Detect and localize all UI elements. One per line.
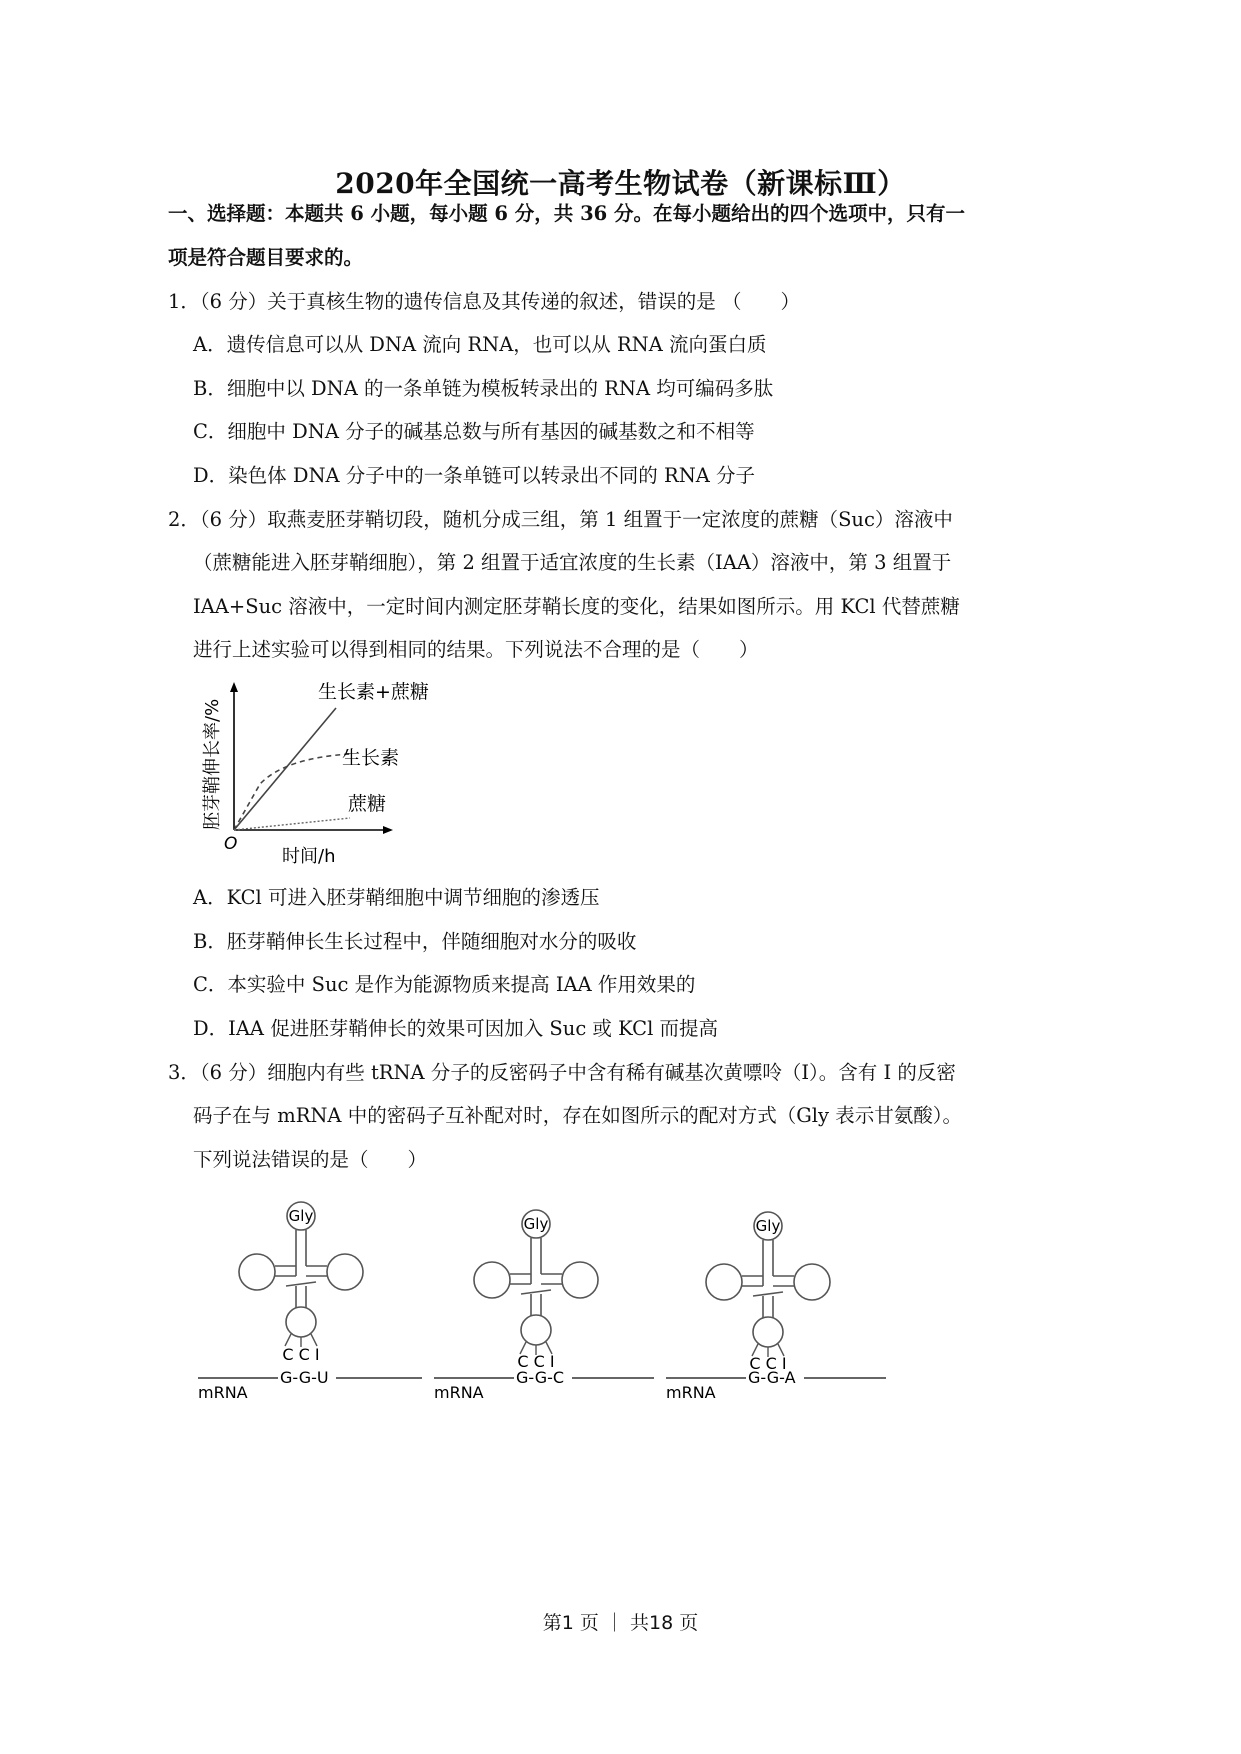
page-title: 2020年全国统一高考生物试卷（新课标Ⅲ） — [335, 167, 906, 200]
section-heading-line2: 项是符合题目要求的。 — [168, 246, 364, 269]
codon-1: G-G-U — [280, 1368, 329, 1387]
anticodon-3: C C I — [749, 1354, 787, 1373]
label-iaa: 生长素 — [342, 747, 400, 769]
q1-option-a: A．遗传信息可以从 DNA 流向 RNA，也可以从 RNA 流向蛋白质 — [193, 333, 767, 356]
q2-option-c: C．本实验中 Suc 是作为能源物质来提高 IAA 作用效果的 — [193, 973, 696, 996]
anticodon-2: C C I — [517, 1352, 555, 1371]
q3-stem-line2: 码子在与 mRNA 中的密码子互补配对时，存在如图所示的配对方式（Gly 表示甘氨酸）。 — [193, 1104, 962, 1127]
q2-stem-line3: IAA+Suc 溶液中，一定时间内测定胚芽鞘长度的变化，结果如图所示。用 KCl 代替蔗糖 — [193, 595, 960, 618]
page-footer: 第1 页 ｜ 共18 页 — [542, 1612, 699, 1634]
curve-suc — [234, 818, 350, 830]
label-suc: 蔗糖 — [348, 793, 387, 815]
mrna-label-1: mRNA — [198, 1383, 248, 1402]
codon-3: G-G-A — [748, 1368, 796, 1387]
x-axis-arrow — [383, 826, 393, 834]
q2-growth-figure — [190, 672, 450, 872]
trna-structure-3 — [666, 1212, 886, 1402]
curve-iaa-suc — [234, 708, 336, 830]
q2-option-d: D．IAA 促进胚芽鞘伸长的效果可因加入 Suc 或 KCl 而提高 — [193, 1017, 719, 1040]
q3-stem-line3: 下列说法错误的是（ ） — [193, 1148, 428, 1171]
q1-option-c: C．细胞中 DNA 分子的碱基总数与所有基因的碱基数之和不相等 — [193, 420, 755, 443]
q2-stem-line1: 2．（6 分）取燕麦胚芽鞘切段，随机分成三组，第 1 组置于一定浓度的蔗糖（Suc）溶液中 — [168, 508, 953, 531]
curve-iaa — [234, 754, 350, 830]
q2-stem-line4: 进行上述实验可以得到相同的结果。下列说法不合理的是（ ） — [193, 638, 759, 661]
trna-structure-1 — [198, 1202, 422, 1402]
q2-option-a: A．KCl 可进入胚芽鞘细胞中调节细胞的渗透压 — [193, 886, 600, 909]
mrna-label-2: mRNA — [434, 1383, 484, 1402]
trna-structure-2 — [434, 1210, 654, 1402]
q3-trna-figure — [196, 1192, 896, 1412]
mrna-label-3: mRNA — [666, 1383, 716, 1402]
label-iaa-suc: 生长素+蔗糖 — [318, 681, 429, 703]
gly-label-1: Gly — [288, 1207, 314, 1225]
anticodon-1: C C I — [282, 1345, 320, 1364]
gly-label-3: Gly — [755, 1217, 781, 1235]
x-axis-label: 时间/h — [282, 846, 336, 867]
origin-label: O — [224, 834, 238, 854]
gly-label-2: Gly — [523, 1215, 549, 1233]
codon-2: G-G-C — [516, 1368, 565, 1387]
y-axis-arrow — [230, 682, 238, 692]
q1-option-b: B．细胞中以 DNA 的一条单链为模板转录出的 RNA 均可编码多肽 — [193, 377, 774, 400]
q1-option-d: D．染色体 DNA 分子中的一条单链可以转录出不同的 RNA 分子 — [193, 464, 756, 487]
q3-stem-line1: 3．（6 分）细胞内有些 tRNA 分子的反密码子中含有稀有碱基次黄嘌呤（I）。含有 I 的反密 — [168, 1061, 956, 1084]
q1-stem: 1．（6 分）关于真核生物的遗传信息及其传递的叙述，错误的是 （ ） — [168, 290, 800, 313]
q2-stem-line2: （蔗糖能进入胚芽鞘细胞），第 2 组置于适宜浓度的生长素（IAA）溶液中，第 3 组置于 — [193, 551, 952, 574]
section-heading-line1: 一、选择题：本题共 6 小题，每小题 6 分，共 36 分。在每小题给出的四个选项中，只有一 — [168, 202, 966, 225]
q2-option-b: B．胚芽鞘伸长生长过程中，伴随细胞对水分的吸收 — [193, 930, 637, 953]
y-axis-label: 胚芽鞘伸长率/% — [202, 698, 223, 830]
